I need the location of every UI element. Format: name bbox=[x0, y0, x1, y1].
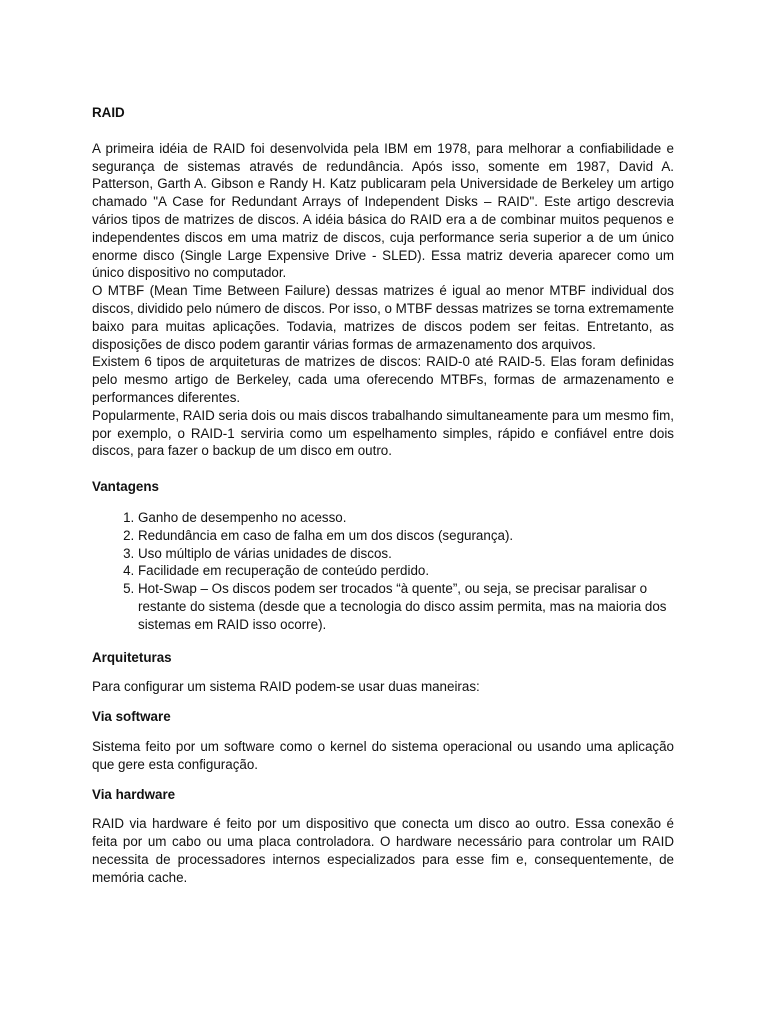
arquiteturas-intro: Para configurar um sistema RAID podem-se usar duas maneiras: bbox=[92, 679, 480, 695]
vantagens-item: 5. Hot-Swap – Os discos podem ser trocados “à quente”, ou seja, se precisar paralisar o restante do sistema (desde que a tecnologia do disco assim permita, mas na maioria dos sistemas em RAID isso ocorre). bbox=[138, 580, 674, 633]
arquiteturas-heading: Arquiteturas bbox=[92, 649, 172, 665]
via-hardware-heading: Via hardware bbox=[92, 786, 176, 802]
via-software-heading: Via software bbox=[92, 709, 171, 725]
vantagens-item: 4. Facilidade em recuperação de conteúdo perdido. bbox=[138, 562, 674, 580]
intro-paragraph-1: A primeira idéia de RAID foi desenvolvida pela IBM em 1978, para melhorar a confiabilidade e segurança de sistemas através de redundância. Após isso, somente em 1987, David A. Patterson, Garth A. Gibson e Randy H. Katz publicaram pela Universidade de Berkeley um artigo chamado "A Case for Redundant Arrays of Independent Disks – RAID". Este artigo descrevia vários tipos de matrizes de discos. A idéia básica do RAID era a de combinar muitos pequenos e independentes discos em uma matriz de discos, cuja performance seria superior a de um único enorme disco (Single Large Expensive Drive - SLED). Essa matriz deveria aparecer como um único dispositivo no computador. bbox=[92, 140, 674, 281]
vantagens-item: 1. Ganho de desempenho no acesso. bbox=[138, 509, 674, 527]
via-hardware-text: RAID via hardware é feito por um dispositivo que conecta um disco ao outro. Essa conexão é feita por um cabo ou uma placa controladora. O hardware necessário para controlar um RAID necessita de processadores internos especializados para esse fim e, consequentemente, de memória cache. bbox=[92, 816, 674, 885]
intro-paragraph-2: O MTBF (Mean Time Between Failure) dessas matrizes é igual ao menor MTBF individual dos discos, dividido pelo número de discos. Por isso, o MTBF dessas matrizes se torna extremamente baixo para muitas aplicações. Todavia, matrizes de discos podem ser feitas. Entretanto, as disposições de disco podem garantir várias formas de armazenamento dos arquivos. bbox=[92, 283, 674, 352]
document-page bbox=[92, 100, 674, 886]
document-title: RAID bbox=[92, 105, 125, 120]
via-software-text: Sistema feito por um software como o kernel do sistema operacional ou usando uma aplicação que gere esta configuração. bbox=[92, 738, 674, 772]
intro-paragraph-3: Existem 6 tipos de arquiteturas de matrizes de discos: RAID-0 até RAID-5. Elas foram definidas pelo mesmo artigo de Berkeley, cada uma oferecendo MTBFs, formas de armazenamento e performances diferentes. bbox=[92, 354, 674, 405]
vantagens-list bbox=[92, 509, 674, 634]
vantagens-heading: Vantagens bbox=[92, 479, 159, 495]
intro-paragraph-4: Popularmente, RAID seria dois ou mais discos trabalhando simultaneamente para um mesmo fim, por exemplo, o RAID-1 serviria como um espelhamento simples, rápido e confiável entre dois discos, para fazer o backup de um disco em outro. bbox=[92, 407, 675, 459]
vantagens-item: 3. Uso múltiplo de várias unidades de discos. bbox=[138, 545, 674, 563]
vantagens-item: 2. Redundância em caso de falha em um dos discos (segurança). bbox=[138, 527, 674, 545]
